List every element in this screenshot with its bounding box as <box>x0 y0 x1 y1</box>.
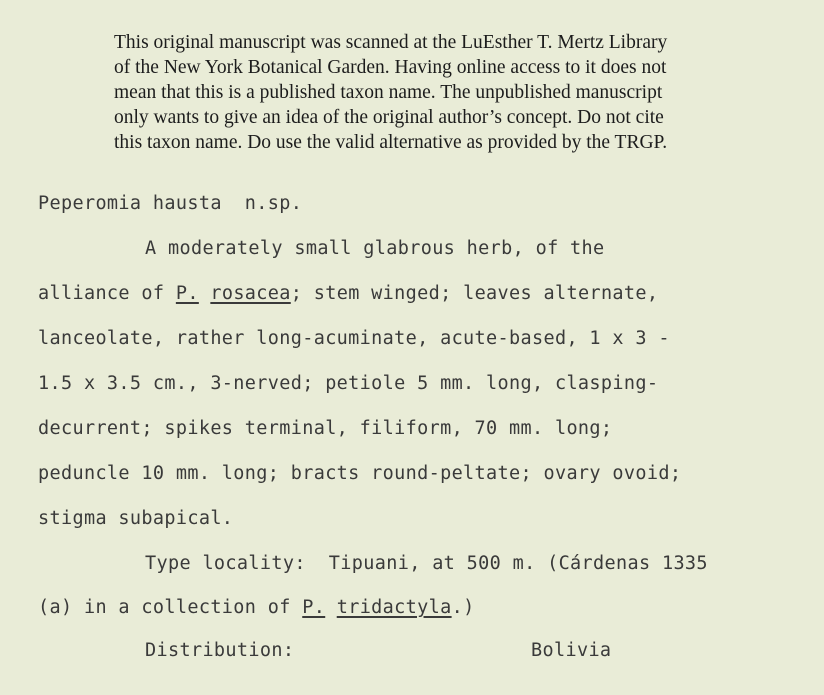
description-line-5: decurrent; spikes terminal, filiform, 70 mm. long; <box>38 418 613 439</box>
description-line-7: stigma subapical. <box>38 508 234 529</box>
notice-line-2: of the New York Botanical Garden. Having online access to it does not <box>114 57 667 78</box>
notice-line-1: This original manuscript was scanned at the LuEsther T. Mertz Library <box>114 32 668 53</box>
notice-line-5: this taxon name. Do use the valid alternative as provided by the TRGP. <box>114 132 668 153</box>
notice-line-4: only wants to give an idea of the original author’s concept. Do not cite <box>114 107 664 128</box>
description-line-4: 1.5 x 3.5 cm., 3-nerved; petiole 5 mm. long, clasping- <box>38 373 659 394</box>
description-line-6: peduncle 10 mm. long; bracts round-peltate; ovary ovoid; <box>38 463 682 484</box>
species-status: n.sp. <box>244 193 303 214</box>
genus-abbrev: P. <box>302 597 326 618</box>
description-line-2 <box>38 283 658 305</box>
distribution-label: Distribution: <box>145 640 295 661</box>
species-heading <box>38 193 302 215</box>
genus-abbrev: P. <box>175 283 199 304</box>
type-locality-line-1: Type locality: Tipuani, at 500 m. (Cárdenas 1335 <box>145 553 708 574</box>
distribution-value: Bolivia <box>531 640 612 661</box>
description-text: ; stem winged; leaves alternate, <box>290 283 659 304</box>
species-epithet: rosacea <box>210 283 291 304</box>
type-locality-line-2 <box>38 597 475 619</box>
type-locality-text: (a) in a collection of <box>38 597 303 618</box>
species-epithet: tridactyla <box>336 597 452 618</box>
notice-line-3: mean that this is a published taxon name. The unpublished manuscript <box>114 82 663 103</box>
species-name: Peperomia hausta <box>38 193 222 214</box>
description-text: alliance of <box>38 283 176 304</box>
description-line-1: A moderately small glabrous herb, of the <box>145 238 605 259</box>
type-locality-text: .) <box>451 597 475 618</box>
description-line-3: lanceolate, rather long-acuminate, acute-based, 1 x 3 - <box>38 328 670 349</box>
